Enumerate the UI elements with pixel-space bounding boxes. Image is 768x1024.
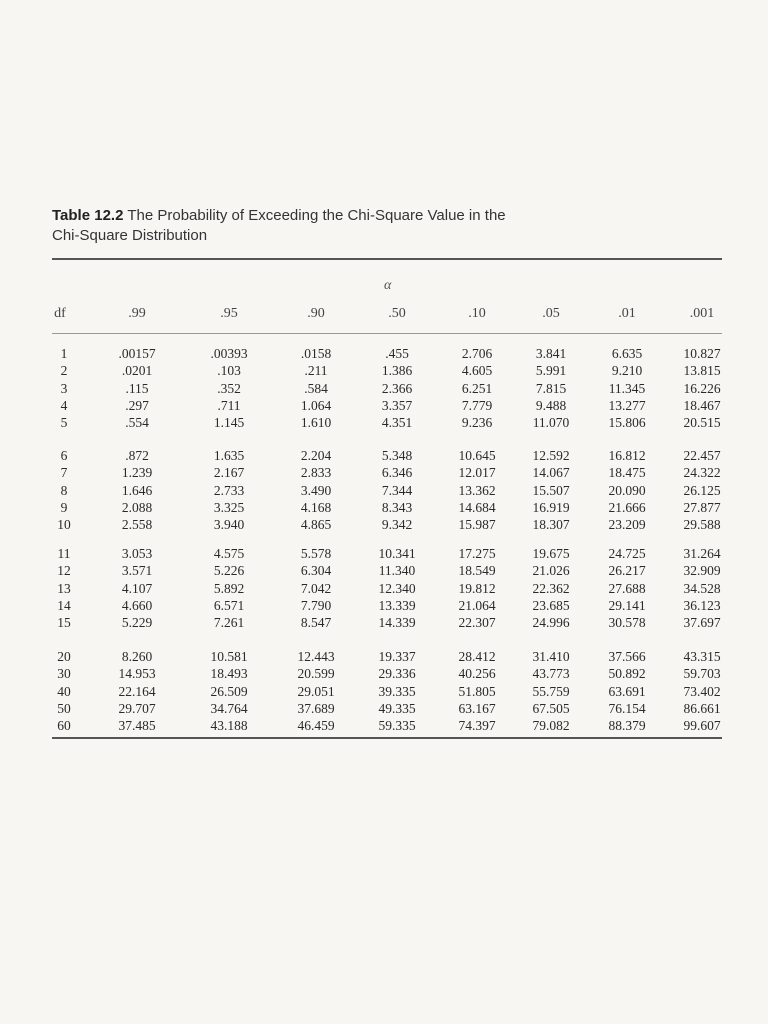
value-cell: 5.229 [121, 615, 153, 630]
value-cell: 26.509 [210, 684, 248, 699]
value-cell: 13.339 [378, 598, 416, 613]
value-cell: 11.340 [378, 563, 416, 578]
value-cell: 10.341 [378, 546, 416, 561]
value-cell: .00393 [210, 346, 248, 361]
value-cell: 1.386 [381, 363, 413, 378]
df-cell: 6 [60, 448, 68, 463]
value-cell: 9.236 [461, 415, 493, 430]
value-cell: 14.953 [118, 666, 156, 681]
value-cell: 16.919 [532, 500, 570, 515]
value-cell: 67.505 [532, 701, 570, 716]
column-header: .10 [468, 306, 486, 321]
value-cell: 55.759 [532, 684, 570, 699]
bottom-rule [52, 737, 722, 739]
value-cell: 24.725 [608, 546, 646, 561]
header-rule [52, 333, 722, 334]
value-cell: 4.575 [213, 546, 245, 561]
value-cell: 88.379 [608, 718, 646, 733]
value-cell: 2.366 [381, 381, 413, 396]
value-cell: 24.996 [532, 615, 570, 630]
value-cell: 40.256 [458, 666, 496, 681]
value-cell: 18.467 [683, 398, 721, 413]
df-cell: 50 [57, 701, 71, 716]
value-cell: 32.909 [683, 563, 721, 578]
value-cell: 6.251 [461, 381, 493, 396]
df-cell: 11 [57, 546, 71, 561]
value-cell: 86.661 [683, 701, 721, 716]
value-cell: 43.315 [683, 649, 721, 664]
value-cell: 7.815 [535, 381, 567, 396]
value-cell: 59.335 [378, 718, 416, 733]
value-cell: 24.322 [683, 465, 721, 480]
value-cell: 11.070 [532, 415, 570, 430]
value-cell: 51.805 [458, 684, 496, 699]
value-cell: .0158 [300, 346, 332, 361]
column-header: .01 [618, 306, 636, 321]
df-cell: 7 [60, 465, 68, 480]
top-rule [52, 258, 722, 260]
value-cell: 27.688 [608, 581, 646, 596]
table-caption-line-1: The Probability of Exceeding the Chi-Square Value in the [127, 207, 506, 224]
value-cell: .455 [385, 346, 409, 361]
df-cell: 5 [60, 415, 68, 430]
value-cell: 8.343 [381, 500, 413, 515]
value-cell: 43.188 [210, 718, 248, 733]
value-cell: 36.123 [683, 598, 721, 613]
value-cell: 7.790 [300, 598, 332, 613]
value-cell: 23.685 [532, 598, 570, 613]
value-cell: 18.307 [532, 517, 570, 532]
value-cell: .554 [125, 415, 149, 430]
df-cell: 2 [60, 363, 68, 378]
value-cell: 19.812 [458, 581, 496, 596]
value-cell: 6.304 [300, 563, 332, 578]
table-title [52, 206, 652, 246]
value-cell: 29.141 [608, 598, 646, 613]
df-cell: 15 [57, 615, 71, 630]
value-cell: 9.210 [611, 363, 643, 378]
value-cell: 12.443 [297, 649, 335, 664]
value-cell: 5.991 [535, 363, 567, 378]
value-cell: 37.485 [118, 718, 156, 733]
value-cell: 12.340 [378, 581, 416, 596]
value-cell: 3.357 [381, 398, 413, 413]
value-cell: 22.164 [118, 684, 156, 699]
value-cell: .103 [217, 363, 241, 378]
value-cell: 99.607 [683, 718, 721, 733]
value-cell: .711 [217, 398, 241, 413]
value-cell: 73.402 [683, 684, 721, 699]
column-header: .05 [542, 306, 560, 321]
value-cell: 46.459 [297, 718, 335, 733]
value-cell: 63.691 [608, 684, 646, 699]
value-cell: 10.581 [210, 649, 248, 664]
value-cell: 29.707 [118, 701, 156, 716]
df-cell: 30 [57, 666, 71, 681]
column-header: .90 [307, 306, 325, 321]
value-cell: 20.515 [683, 415, 721, 430]
df-cell: 14 [57, 598, 71, 613]
value-cell: 3.940 [213, 517, 245, 532]
value-cell: 1.635 [213, 448, 245, 463]
value-cell: 13.277 [608, 398, 646, 413]
df-cell: 1 [60, 346, 68, 361]
value-cell: 18.549 [458, 563, 496, 578]
value-cell: 7.261 [213, 615, 245, 630]
value-cell: 19.675 [532, 546, 570, 561]
value-cell: 21.666 [608, 500, 646, 515]
df-cell: 20 [57, 649, 71, 664]
value-cell: 5.892 [213, 581, 245, 596]
value-cell: 7.042 [300, 581, 332, 596]
df-header: df [54, 306, 66, 321]
value-cell: 9.488 [535, 398, 567, 413]
value-cell: 20.599 [297, 666, 335, 681]
column-header: .001 [689, 306, 715, 321]
value-cell: 1.646 [121, 483, 153, 498]
column-header: .95 [220, 306, 238, 321]
df-cell: 4 [60, 398, 68, 413]
value-cell: 39.335 [378, 684, 416, 699]
value-cell: 14.067 [532, 465, 570, 480]
value-cell: 22.362 [532, 581, 570, 596]
value-cell: .0201 [121, 363, 153, 378]
column-header: .50 [388, 306, 406, 321]
value-cell: 2.204 [300, 448, 332, 463]
df-cell: 9 [60, 500, 68, 515]
value-cell: 76.154 [608, 701, 646, 716]
value-cell: 34.764 [210, 701, 248, 716]
value-cell: 2.167 [213, 465, 245, 480]
value-cell: .00157 [118, 346, 156, 361]
value-cell: 21.064 [458, 598, 496, 613]
value-cell: 29.588 [683, 517, 721, 532]
value-cell: 2.733 [213, 483, 245, 498]
value-cell: 49.335 [378, 701, 416, 716]
value-cell: 12.592 [532, 448, 570, 463]
df-cell: 12 [57, 563, 71, 578]
value-cell: 3.325 [213, 500, 245, 515]
value-cell: 7.344 [381, 483, 413, 498]
value-cell: 16.226 [683, 381, 721, 396]
value-cell: 11.345 [608, 381, 646, 396]
table-caption-line-2: Chi-Square Distribution [52, 227, 208, 244]
value-cell: 6.635 [611, 346, 643, 361]
df-cell: 13 [57, 581, 71, 596]
value-cell: 30.578 [608, 615, 646, 630]
value-cell: 5.578 [300, 546, 332, 561]
value-cell: 37.689 [297, 701, 335, 716]
value-cell: 5.226 [213, 563, 245, 578]
value-cell: 28.412 [458, 649, 496, 664]
value-cell: .211 [304, 363, 328, 378]
value-cell: 63.167 [458, 701, 496, 716]
value-cell: 26.217 [608, 563, 646, 578]
value-cell: 15.507 [532, 483, 570, 498]
value-cell: .872 [125, 448, 149, 463]
value-cell: 16.812 [608, 448, 646, 463]
value-cell: 18.475 [608, 465, 646, 480]
value-cell: 19.337 [378, 649, 416, 664]
value-cell: 4.605 [461, 363, 493, 378]
value-cell: 14.339 [378, 615, 416, 630]
table-number: Table 12.2 [52, 207, 124, 224]
value-cell: 10.645 [458, 448, 496, 463]
value-cell: 3.841 [535, 346, 567, 361]
value-cell: 7.779 [461, 398, 493, 413]
value-cell: 2.833 [300, 465, 332, 480]
value-cell: 37.566 [608, 649, 646, 664]
value-cell: 12.017 [458, 465, 496, 480]
value-cell: 17.275 [458, 546, 496, 561]
value-cell: 4.168 [300, 500, 332, 515]
df-cell: 3 [60, 381, 68, 396]
value-cell: 8.547 [300, 615, 332, 630]
value-cell: 31.264 [683, 546, 721, 561]
column-header: .99 [128, 306, 146, 321]
value-cell: 3.053 [121, 546, 153, 561]
value-cell: 74.397 [458, 718, 496, 733]
value-cell: 21.026 [532, 563, 570, 578]
value-cell: 9.342 [381, 517, 413, 532]
value-cell: 3.490 [300, 483, 332, 498]
value-cell: 1.610 [300, 415, 332, 430]
value-cell: 31.410 [532, 649, 570, 664]
value-cell: .352 [217, 381, 241, 396]
df-cell: 60 [57, 718, 71, 733]
value-cell: 6.346 [381, 465, 413, 480]
value-cell: 23.209 [608, 517, 646, 532]
value-cell: 10.827 [683, 346, 721, 361]
value-cell: 22.307 [458, 615, 496, 630]
value-cell: 1.064 [300, 398, 332, 413]
alpha-symbol: α [384, 278, 392, 293]
value-cell: 27.877 [683, 500, 721, 515]
value-cell: 50.892 [608, 666, 646, 681]
value-cell: 29.051 [297, 684, 335, 699]
value-cell: 13.815 [683, 363, 721, 378]
value-cell: 13.362 [458, 483, 496, 498]
value-cell: 4.865 [300, 517, 332, 532]
value-cell: 4.351 [381, 415, 413, 430]
value-cell: 37.697 [683, 615, 721, 630]
value-cell: 8.260 [121, 649, 153, 664]
value-cell: 1.145 [213, 415, 245, 430]
value-cell: 26.125 [683, 483, 721, 498]
value-cell: 2.558 [121, 517, 153, 532]
df-cell: 10 [57, 517, 71, 532]
value-cell: 5.348 [381, 448, 413, 463]
df-cell: 8 [60, 483, 68, 498]
value-cell: 29.336 [378, 666, 416, 681]
value-cell: 15.987 [458, 517, 496, 532]
value-cell: 18.493 [210, 666, 248, 681]
value-cell: 20.090 [608, 483, 646, 498]
df-cell: 40 [57, 684, 71, 699]
value-cell: 22.457 [683, 448, 721, 463]
value-cell: 79.082 [532, 718, 570, 733]
value-cell: 34.528 [683, 581, 721, 596]
value-cell: 2.088 [121, 500, 153, 515]
value-cell: .297 [125, 398, 149, 413]
value-cell: 1.239 [121, 465, 153, 480]
value-cell: 4.660 [121, 598, 153, 613]
value-cell: .584 [304, 381, 328, 396]
value-cell: 15.806 [608, 415, 646, 430]
value-cell: 14.684 [458, 500, 496, 515]
value-cell: 59.703 [683, 666, 721, 681]
value-cell: 4.107 [121, 581, 153, 596]
value-cell: .115 [125, 381, 149, 396]
value-cell: 43.773 [532, 666, 570, 681]
value-cell: 3.571 [121, 563, 153, 578]
value-cell: 6.571 [213, 598, 245, 613]
value-cell: 2.706 [461, 346, 493, 361]
